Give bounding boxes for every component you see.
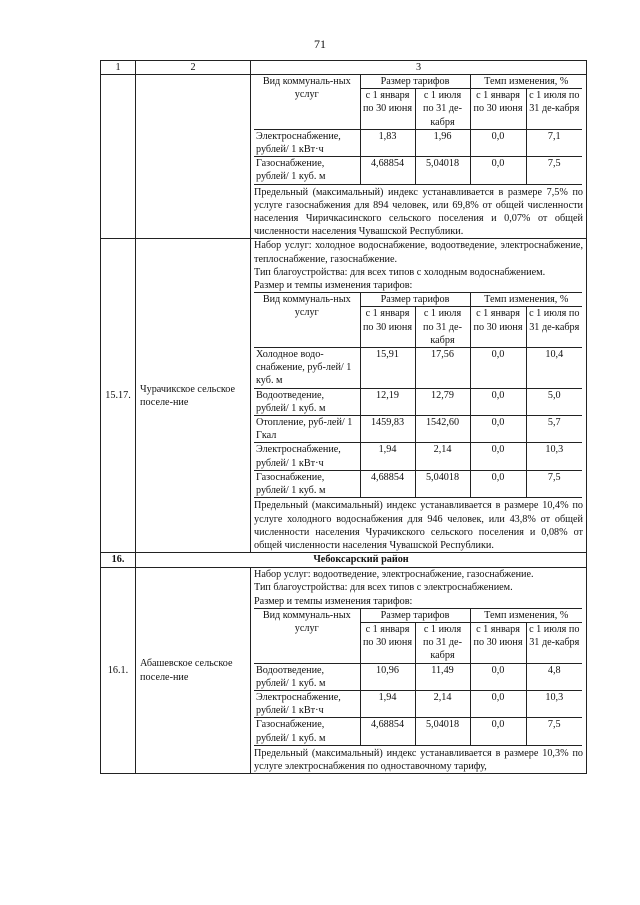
index-note: Предельный (максимальный) индекс устанавливается в размере 10,3% по услуге электроснабжения по одноставочному тарифу,	[254, 747, 583, 772]
rate-jan: 0,0	[470, 718, 526, 745]
tariff-jan: 1,94	[360, 690, 415, 717]
rate-jul: 5,0	[526, 388, 582, 415]
district-number: 16.	[101, 553, 136, 568]
item-number: 16.1.	[101, 568, 136, 774]
change-rate-header: Темп изменения, %	[470, 75, 582, 89]
tariff-subtable	[254, 608, 582, 746]
page-number: 71	[314, 37, 326, 51]
settlement-details	[251, 239, 587, 553]
service-name: Электроснабжение, рублей/ 1 кВт·ч	[254, 690, 360, 717]
change-rate-header: Темп изменения, %	[470, 608, 582, 622]
tariff-jan: 4,68854	[360, 470, 415, 497]
item-number: 15.17.	[101, 239, 136, 553]
rate-jul: 10,3	[526, 690, 582, 717]
period-jan-header: с 1 января по 30 июня	[360, 622, 415, 663]
tariff-jul: 5,04018	[415, 718, 470, 745]
tariff-jul: 2,14	[415, 690, 470, 717]
settlement-row	[101, 568, 587, 774]
tariff-row	[254, 157, 582, 184]
tariff-size-header: Размер тарифов	[360, 608, 470, 622]
tariff-subtable	[254, 75, 582, 185]
tariff-row	[254, 388, 582, 415]
settlement-details	[251, 75, 587, 239]
tariff-row	[254, 718, 582, 745]
rate-jan: 0,0	[470, 443, 526, 470]
rates-title: Размер и темпы изменения тарифов:	[254, 595, 413, 607]
tariff-jul: 17,56	[415, 348, 470, 389]
tariff-jan: 10,96	[360, 663, 415, 690]
rate-jul: 7,5	[526, 157, 582, 184]
settlement-details	[251, 568, 587, 774]
settlement-row	[101, 239, 587, 553]
rate-jan: 0,0	[470, 348, 526, 389]
tariff-jul: 1,96	[415, 129, 470, 156]
rate-jan: 0,0	[470, 663, 526, 690]
tariff-jan: 4,68854	[360, 157, 415, 184]
period-jul-header: с 1 июля по 31 де-кабря	[526, 307, 582, 348]
tariff-jan: 1,83	[360, 129, 415, 156]
tariff-row	[254, 470, 582, 497]
tariff-jan: 12,19	[360, 388, 415, 415]
tariff-row	[254, 663, 582, 690]
settlement-row-continued	[101, 75, 587, 239]
rate-jul: 5,7	[526, 416, 582, 443]
rate-jan: 0,0	[470, 690, 526, 717]
tariff-jan: 1459,83	[360, 416, 415, 443]
service-name: Электроснабжение, рублей/ 1 кВт·ч	[254, 443, 360, 470]
column-number-3: 3	[251, 61, 587, 75]
period-jul-header: с 1 июля по 31 де-кабря	[415, 89, 470, 130]
settlement-name: Чурачикское сельское поселе-ние	[136, 239, 251, 553]
tariff-row	[254, 416, 582, 443]
period-jan-header: с 1 января по 30 июня	[470, 622, 526, 663]
period-jan-header: с 1 января по 30 июня	[360, 89, 415, 130]
tariff-jul: 5,04018	[415, 157, 470, 184]
period-jul-header: с 1 июля по 31 де-кабря	[526, 89, 582, 130]
tariff-table	[100, 60, 587, 774]
period-jan-header: с 1 января по 30 июня	[360, 307, 415, 348]
rate-jan: 0,0	[470, 388, 526, 415]
tariff-jan: 15,91	[360, 348, 415, 389]
column-number-1: 1	[101, 61, 136, 75]
tariff-row	[254, 690, 582, 717]
rate-jul: 7,1	[526, 129, 582, 156]
rate-jan: 0,0	[470, 416, 526, 443]
tariff-jul: 5,04018	[415, 470, 470, 497]
service-set: Набор услуг: водоотведение, электроснабжение, газоснабжение.	[254, 569, 534, 581]
column-number-2: 2	[136, 61, 251, 75]
tariff-size-header: Размер тарифов	[360, 293, 470, 307]
improvement-type: Тип благоустройства: для всех типов с холодным водоснабжением.	[254, 266, 546, 278]
service-name: Газоснабжение, рублей/ 1 куб. м	[254, 470, 360, 497]
period-jul-header: с 1 июля по 31 де-кабря	[415, 622, 470, 663]
period-jul-header: с 1 июля по 31 де-кабря	[526, 622, 582, 663]
change-rate-header: Темп изменения, %	[470, 293, 582, 307]
improvement-type: Тип благоустройства: для всех типов с электроснабжением.	[254, 582, 513, 594]
rate-jul: 7,5	[526, 470, 582, 497]
rate-jul: 4,8	[526, 663, 582, 690]
tariff-jul: 12,79	[415, 388, 470, 415]
service-name: Холодное водо-снабжение, руб-лей/ 1 куб. м	[254, 348, 360, 389]
tariff-jul: 11,49	[415, 663, 470, 690]
service-name: Водоотведение, рублей/ 1 куб. м	[254, 663, 360, 690]
period-jan-header: с 1 января по 30 июня	[470, 307, 526, 348]
rate-jul: 10,3	[526, 443, 582, 470]
rate-jan: 0,0	[470, 129, 526, 156]
rate-jul: 10,4	[526, 348, 582, 389]
index-note: Предельный (максимальный) индекс устанавливается в размере 10,4% по услуге холодного водоснабжения для 946 человек, или 43,8% от общей численности населения Чурачикского сельского поселения и 0,08% от общей численности населения Чувашской Республики.	[254, 500, 583, 551]
settlement-name: Абашевское сельское поселе-ние	[136, 568, 251, 774]
service-type-header: Вид коммуналь-ных услуг	[254, 75, 360, 129]
tariff-row	[254, 348, 582, 389]
service-name: Электроснабжение, рублей/ 1 кВт·ч	[254, 129, 360, 156]
tariff-jan: 1,94	[360, 443, 415, 470]
rate-jul: 7,5	[526, 718, 582, 745]
service-name: Водоотведение, рублей/ 1 куб. м	[254, 388, 360, 415]
district-row	[101, 553, 587, 568]
rates-title: Размер и темпы изменения тарифов:	[254, 280, 413, 292]
period-jul-header: с 1 июля по 31 де-кабря	[415, 307, 470, 348]
service-name: Газоснабжение, рублей/ 1 куб. м	[254, 157, 360, 184]
tariff-jul: 1542,60	[415, 416, 470, 443]
tariff-row	[254, 129, 582, 156]
service-type-header: Вид коммуналь-ных услуг	[254, 608, 360, 663]
service-set: Набор услуг: холодное водоснабжение, водоотведение, электроснабжение, теплоснабжение, газоснабжение.	[254, 240, 583, 265]
district-title: Чебоксарский район	[136, 553, 587, 568]
service-name: Газоснабжение, рублей/ 1 куб. м	[254, 718, 360, 745]
service-type-header: Вид коммуналь-ных услуг	[254, 293, 360, 348]
period-jan-header: с 1 января по 30 июня	[470, 89, 526, 130]
tariff-jul: 2,14	[415, 443, 470, 470]
tariff-size-header: Размер тарифов	[360, 75, 470, 89]
tariff-jan: 4,68854	[360, 718, 415, 745]
column-number-row	[101, 61, 587, 75]
index-note: Предельный (максимальный) индекс устанавливается в размере 7,5% по услуге газоснабжения для 894 человек, или 69,8% от общей численности населения Чиричкасинского сельского поселения и 0,07% от общей численности населения Чувашской Республики.	[254, 186, 583, 238]
tariff-row	[254, 443, 582, 470]
rate-jan: 0,0	[470, 470, 526, 497]
tariff-subtable	[254, 292, 582, 498]
rate-jan: 0,0	[470, 157, 526, 184]
service-name: Отопление, руб-лей/ 1 Гкал	[254, 416, 360, 443]
